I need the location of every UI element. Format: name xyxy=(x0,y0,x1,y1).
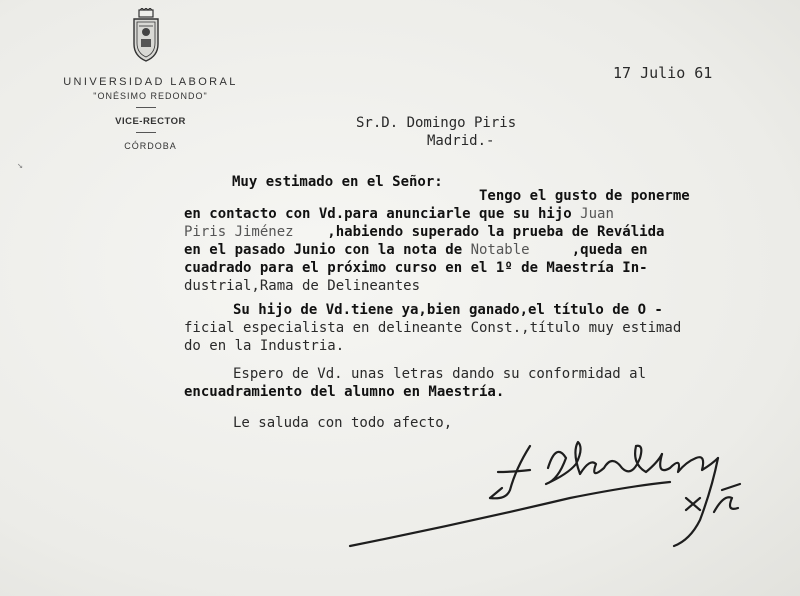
handwritten-signature xyxy=(340,428,760,578)
body-line: Su hijo de Vd.tiene ya,bien ganado,el título de O - xyxy=(233,302,663,318)
letterhead-divider xyxy=(136,107,156,108)
body-line: Piris Jiménez ,habiendo superado la prueba de Reválida xyxy=(184,224,665,240)
letter-date: 17 Julio 61 xyxy=(613,64,713,82)
coat-of-arms-icon xyxy=(130,8,162,62)
letterhead-divider xyxy=(136,132,156,133)
body-line: encuadramiento del alumno en Maestría. xyxy=(184,384,505,400)
body-line: en el pasado Junio con la nota de Notable ,queda en xyxy=(184,242,648,258)
margin-mark: ↘ xyxy=(17,160,24,171)
body-line: Espero de Vd. unas letras dando su conformidad al xyxy=(233,366,647,382)
institution-subtitle: "ONÉSIMO REDONDO" xyxy=(93,91,208,101)
body-line: cuadrado para el próximo curso en el 1º de Maestría In- xyxy=(184,260,648,276)
body-line: en contacto con Vd.para anunciarle que su hijo Juan xyxy=(184,206,614,222)
salutation: Muy estimado en el Señor: xyxy=(232,174,443,190)
recipient-city: Madrid.- xyxy=(427,133,495,149)
body-line: dustrial,Rama de Delineantes xyxy=(184,278,421,294)
body-line: Tengo el gusto de ponerme xyxy=(479,188,690,204)
city-name: CÓRDOBA xyxy=(124,141,177,151)
body-line: do en la Industria. xyxy=(184,338,345,354)
recipient-name: Sr.D. Domingo Piris xyxy=(356,115,517,131)
closing-line: Le saluda con todo afecto, xyxy=(233,415,453,431)
institution-name: UNIVERSIDAD LABORAL xyxy=(63,76,238,88)
office-title: VICE-RECTOR xyxy=(115,116,186,127)
body-line: ficial especialista en delineante Const.,título muy estimad xyxy=(184,320,682,336)
